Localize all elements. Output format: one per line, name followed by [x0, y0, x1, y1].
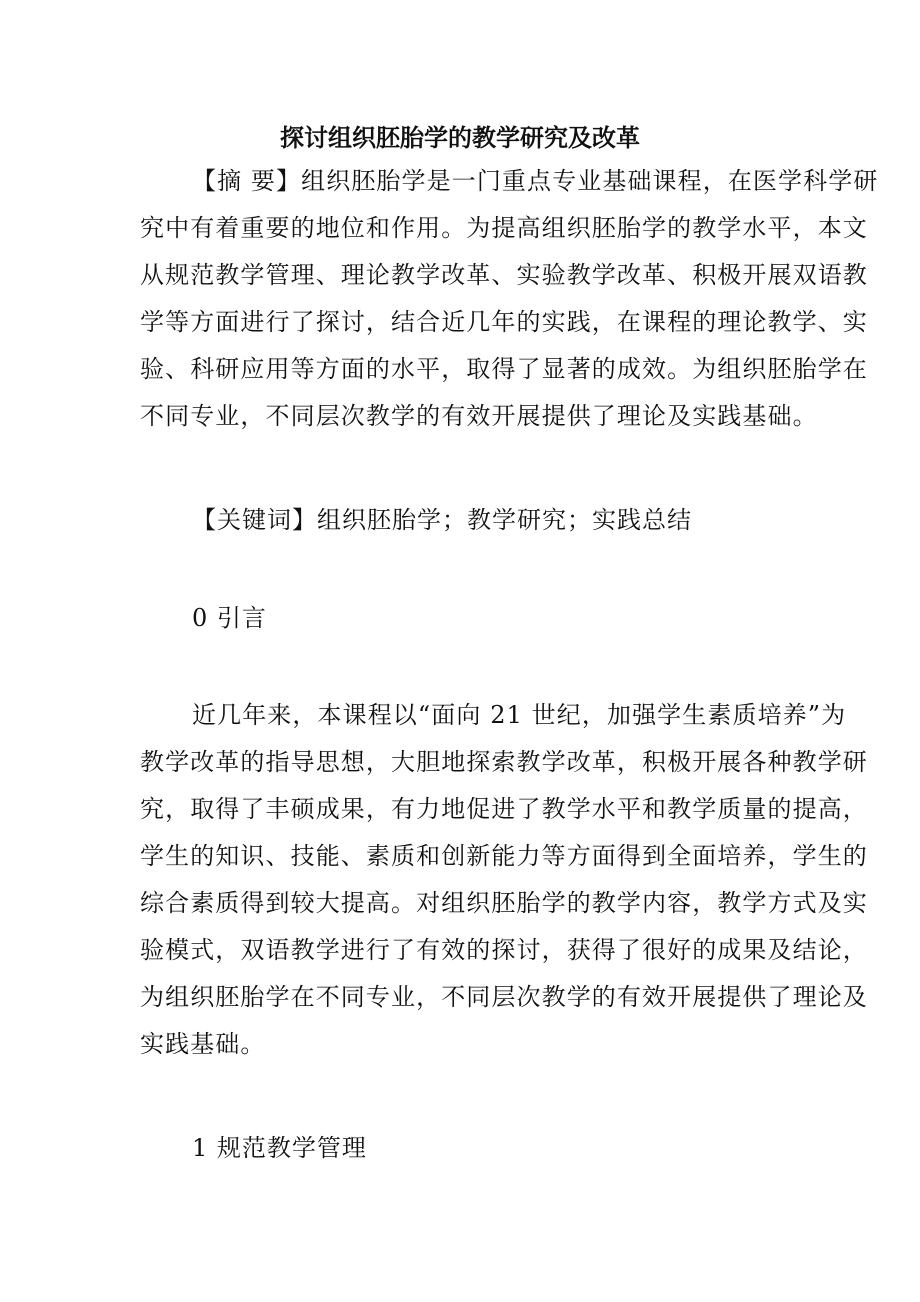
intro-line: 学生的知识、技能、素质和创新能力等方面得到全面培养，学生的 — [140, 842, 868, 870]
intro-line: 实践基础。 — [140, 1030, 266, 1058]
section-heading-introduction: 0 引言 — [192, 604, 267, 632]
section-heading-standardize-teaching-management: 1 规范教学管理 — [192, 1134, 367, 1162]
intro-line: 究，取得了丰硕成果，有力地促进了教学水平和教学质量的提高， — [140, 795, 868, 823]
abstract-line: 验、科研应用等方面的水平，取得了显著的成效。为组织胚胎学在 — [140, 355, 868, 383]
abstract-line: 从规范教学管理、理论教学改革、实验教学改革、积极开展双语教 — [140, 261, 868, 289]
abstract-line: 不同专业，不同层次教学的有效开展提供了理论及实践基础。 — [140, 402, 818, 430]
abstract-line: 【摘 要】组织胚胎学是一门重点专业基础课程，在医学科学研 — [192, 167, 879, 195]
intro-line: 综合素质得到较大提高。对组织胚胎学的教学内容，教学方式及实 — [140, 889, 868, 917]
intro-line: 教学改革的指导思想，大胆地探索教学改革，积极开展各种教学研 — [140, 748, 868, 776]
document-title: 探讨组织胚胎学的教学研究及改革 — [280, 124, 640, 152]
keywords-line: 【关键词】组织胚胎学；教学研究；实践总结 — [192, 506, 692, 534]
abstract-paragraph — [140, 158, 879, 440]
intro-line: 近几年来，本课程以“面向 21 世纪，加强学生素质培养”为 — [192, 701, 847, 729]
intro-line: 验模式，双语教学进行了有效的探讨，获得了很好的成果及结论， — [140, 936, 868, 964]
intro-line: 为组织胚胎学在不同专业，不同层次教学的有效开展提供了理论及 — [140, 983, 868, 1011]
abstract-line: 究中有着重要的地位和作用。为提高组织胚胎学的教学水平，本文 — [140, 214, 868, 242]
introduction-paragraph — [140, 692, 868, 1068]
abstract-line: 学等方面进行了探讨，结合近几年的实践，在课程的理论教学、实 — [140, 308, 868, 336]
